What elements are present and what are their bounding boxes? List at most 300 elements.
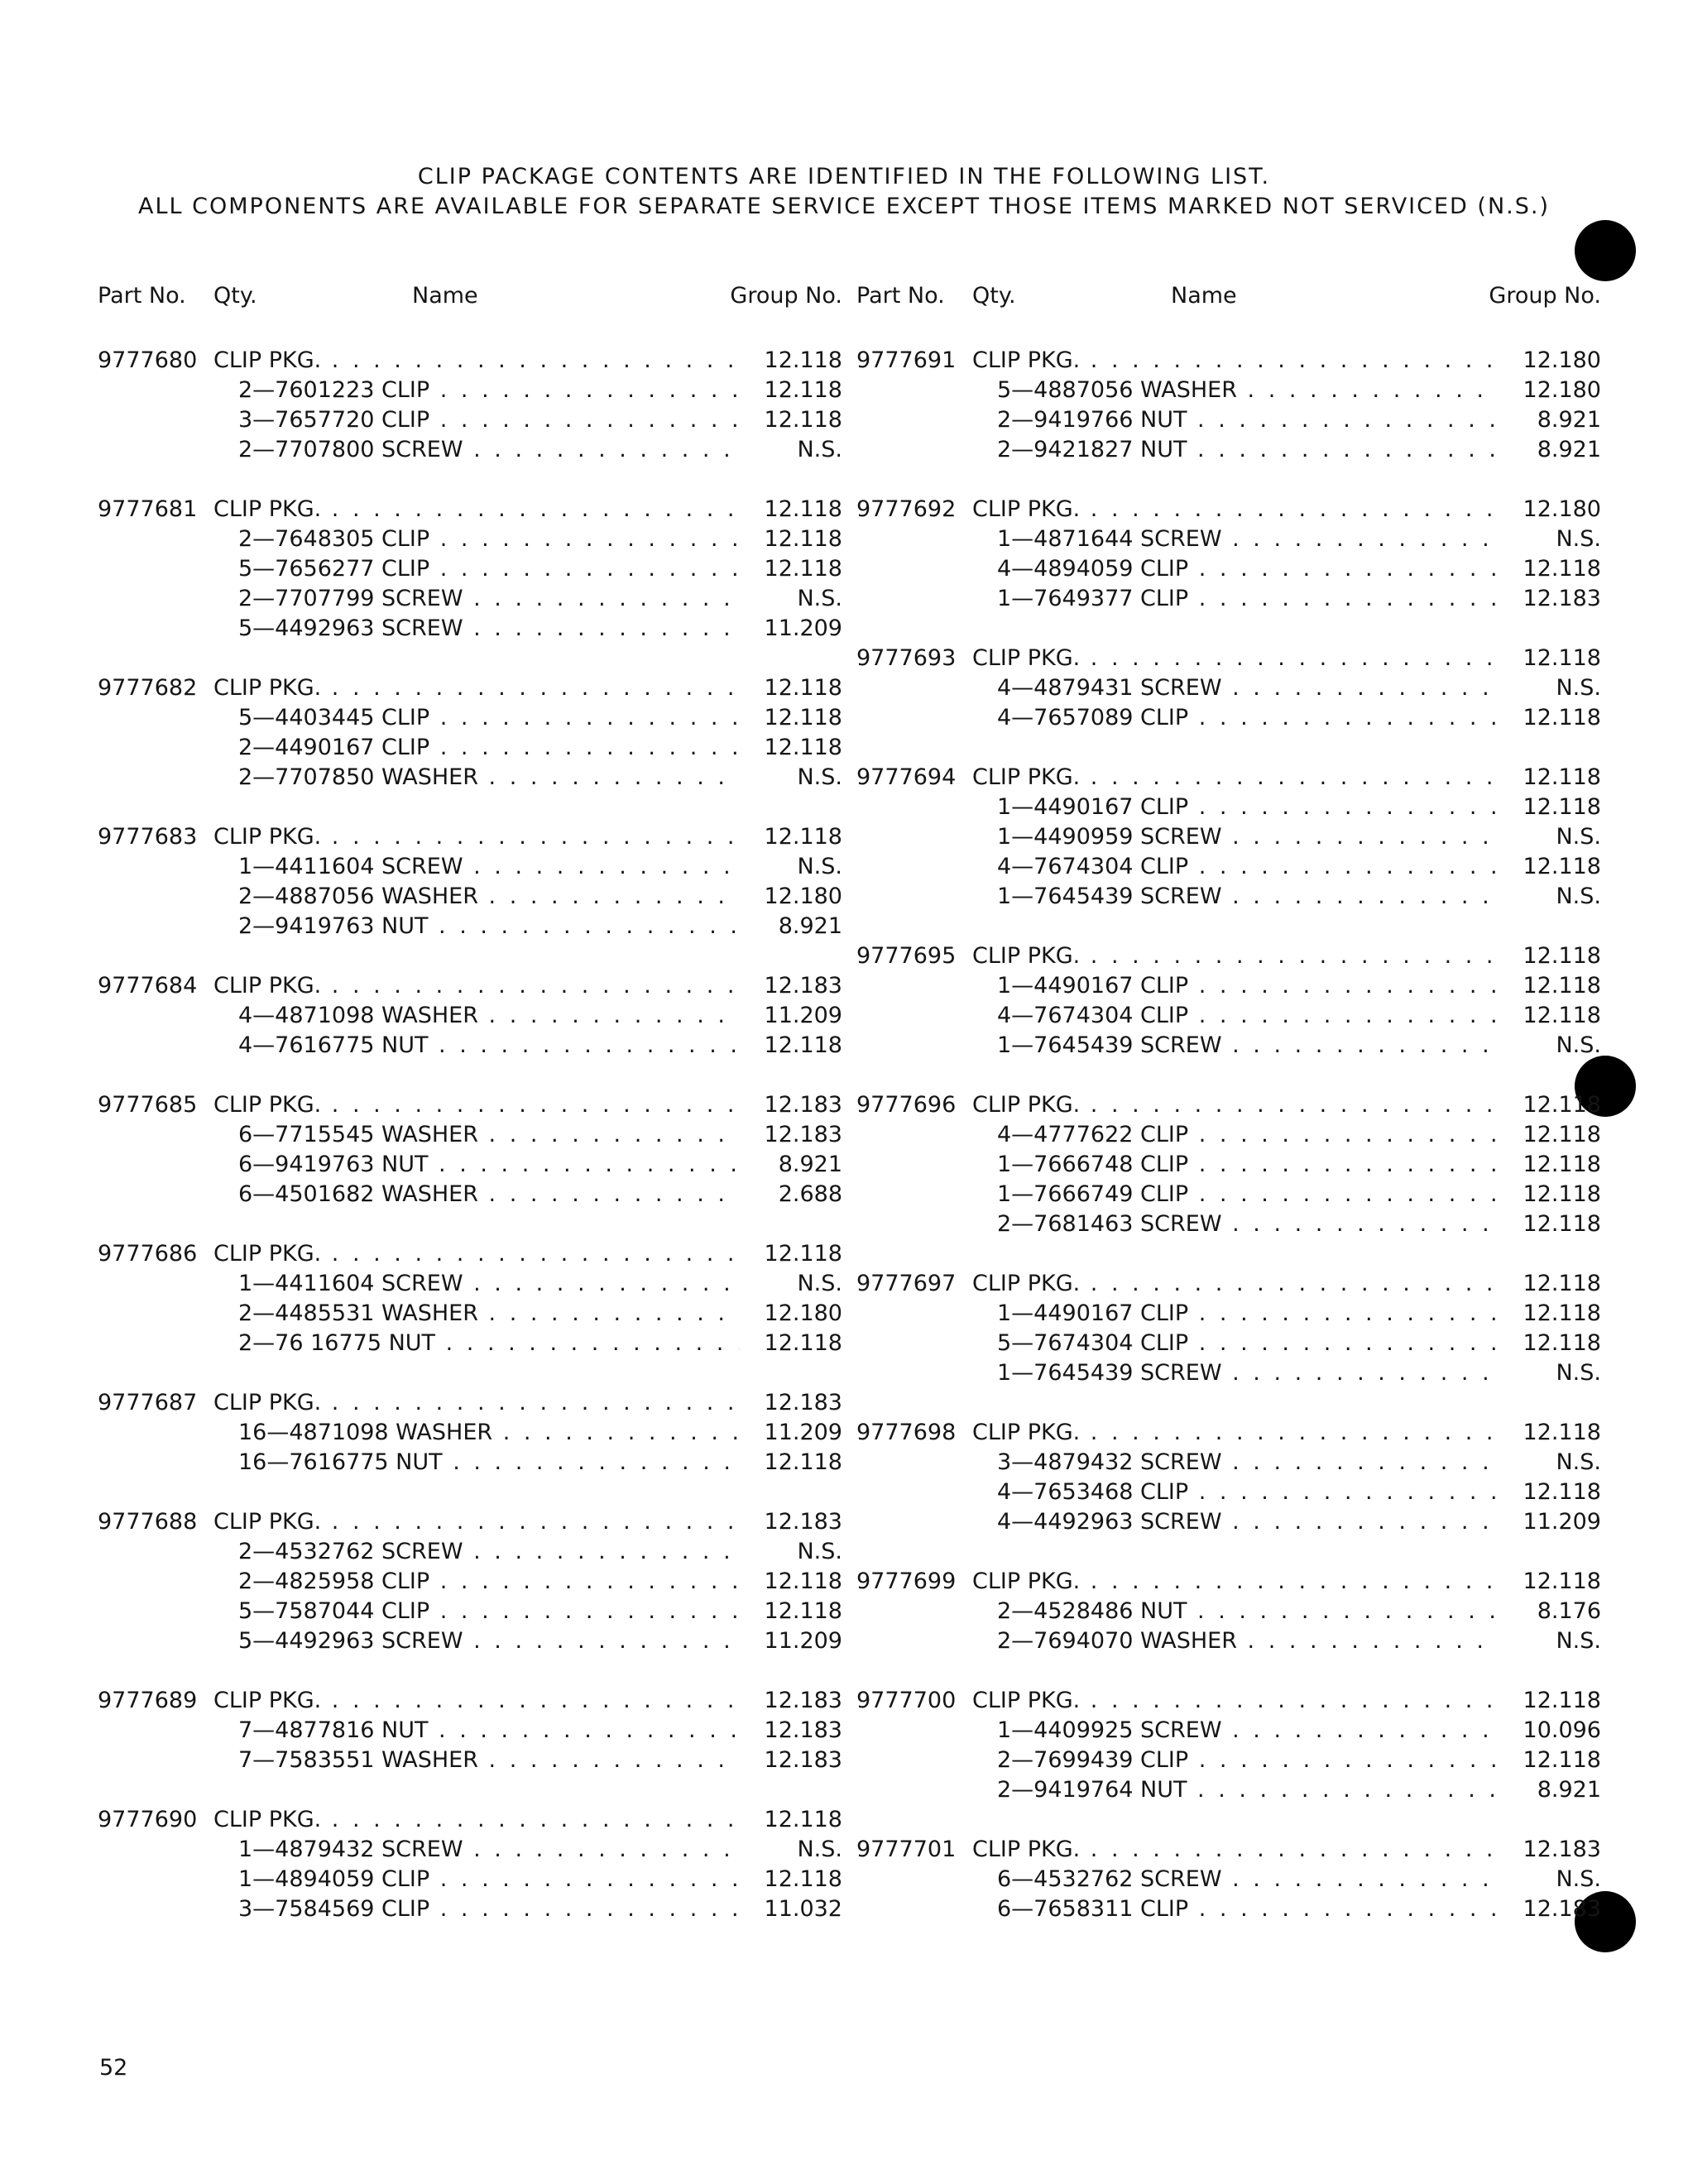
group-number: 12.183 (1523, 586, 1601, 611)
column-headers-left (98, 281, 842, 311)
component-row (856, 1001, 1601, 1031)
package-name: CLIP PKG. . . . (213, 673, 740, 703)
package-name: CLIP PKG. . . . (972, 1686, 1499, 1716)
component-description: 5—7587044 CLIP . . . (238, 1597, 740, 1626)
group-number: 8.921 (1537, 1777, 1601, 1803)
component-row (98, 584, 842, 614)
group-number: 12.118 (1523, 1181, 1601, 1207)
group-number: 12.118 (764, 824, 842, 850)
component-row (98, 1537, 842, 1567)
group-number: 11.032 (764, 1896, 842, 1922)
component-description: 1—4879432 SCREW . . . (238, 1835, 740, 1865)
component-description: 7—4877816 NUT . . . (238, 1716, 740, 1746)
group-number: 2.688 (778, 1181, 842, 1207)
heading-line-2: ALL COMPONENTS ARE AVAILABLE FOR SEPARATE SERVICE EXCEPT THOSE ITEMS MARKED NOT SERVICED (N.S.) (138, 194, 1550, 219)
clip-package-group (98, 1805, 842, 1924)
part-number: 9777686 (98, 1241, 198, 1267)
clip-package-group (856, 644, 1601, 733)
group-number: 12.118 (1523, 1122, 1601, 1147)
binder-hole-top (1575, 220, 1636, 281)
group-number: 12.118 (764, 735, 842, 760)
component-description: 4—4492963 SCREW . . . (997, 1507, 1499, 1537)
part-number: 9777689 (98, 1688, 198, 1713)
clip-package-group (856, 1686, 1601, 1805)
package-name: CLIP PKG. . . . (213, 971, 740, 1001)
part-number: 9777682 (98, 675, 198, 701)
component-description: 2—7707850 WASHER . . . (238, 763, 740, 793)
group-number: 12.118 (1523, 1211, 1601, 1237)
group-number: 12.183 (764, 1122, 842, 1147)
component-row (98, 852, 842, 882)
clip-package-group (856, 495, 1601, 614)
group-number: 12.118 (1523, 1330, 1601, 1356)
group-number: 12.180 (1523, 347, 1601, 373)
component-row (98, 1894, 842, 1924)
group-number: N.S. (797, 1539, 842, 1564)
component-row (856, 882, 1601, 912)
group-number: 12.118 (1523, 943, 1601, 969)
group-number: 12.183 (1523, 1896, 1601, 1922)
component-description: 1—7645439 SCREW . . . (997, 1358, 1499, 1388)
group-number: 12.118 (764, 1241, 842, 1267)
group-number: 8.176 (1537, 1598, 1601, 1624)
part-number: 9777680 (98, 347, 198, 373)
component-description: 1—4411604 SCREW . . . (238, 852, 740, 882)
component-description: 6—4501682 WASHER . . . (238, 1180, 740, 1209)
component-description: 2—7648305 CLIP . . . (238, 524, 740, 554)
component-description: 1—7666748 CLIP . . . (997, 1150, 1499, 1180)
group-number: 12.183 (764, 1092, 842, 1118)
group-number: 12.118 (764, 1598, 842, 1624)
group-number: 12.118 (764, 1807, 842, 1832)
header-part-no: Part No. (856, 283, 945, 309)
clip-package-group (98, 1090, 842, 1209)
package-row (98, 822, 842, 852)
component-description: 16—7616775 NUT . . . (238, 1448, 740, 1478)
group-number: 12.118 (1523, 973, 1601, 999)
group-number: 12.118 (764, 496, 842, 522)
component-description: 1—4490959 SCREW . . . (997, 822, 1499, 852)
clip-package-group (98, 673, 842, 793)
clip-package-group (98, 971, 842, 1061)
group-number: N.S. (1556, 884, 1601, 909)
component-description: 7—7583551 WASHER . . . (238, 1746, 740, 1775)
group-number: 12.118 (1523, 1747, 1601, 1773)
component-row (98, 1120, 842, 1150)
component-row (856, 435, 1601, 465)
component-row (98, 1418, 842, 1448)
group-number: 12.180 (764, 1300, 842, 1326)
group-number: 12.118 (764, 407, 842, 433)
component-description: 5—4403445 CLIP . . . (238, 703, 740, 733)
component-row (98, 882, 842, 912)
package-name: CLIP PKG. . . . (972, 1567, 1499, 1597)
component-row (856, 1150, 1601, 1180)
part-number: 9777698 (856, 1420, 957, 1445)
component-description: 1—4411604 SCREW . . . (238, 1269, 740, 1299)
component-row (98, 1180, 842, 1209)
part-number: 9777693 (856, 645, 957, 671)
component-description: 1—4490167 CLIP . . . (997, 793, 1499, 822)
component-row (856, 1507, 1601, 1537)
component-row (856, 1358, 1601, 1388)
group-number: 12.183 (764, 1717, 842, 1743)
clip-package-group (856, 1269, 1601, 1388)
component-description: 2—4887056 WASHER . . . (238, 882, 740, 912)
component-description: 6—7658311 CLIP . . . (997, 1894, 1499, 1924)
component-row (856, 793, 1601, 822)
package-row (856, 763, 1601, 793)
component-row (856, 1448, 1601, 1478)
group-number: N.S. (797, 854, 842, 879)
component-row (856, 1180, 1601, 1209)
group-number: N.S. (797, 437, 842, 462)
component-description: 2—7601223 CLIP . . . (238, 376, 740, 405)
component-description: 1—4490167 CLIP . . . (997, 971, 1499, 1001)
group-number: 11.209 (764, 615, 842, 641)
package-row (98, 1388, 842, 1418)
group-number: 12.118 (764, 1866, 842, 1892)
component-row (98, 554, 842, 584)
component-description: 6—9419763 NUT . . . (238, 1150, 740, 1180)
component-description: 2—7707799 SCREW . . . (238, 584, 740, 614)
component-description: 1—7666749 CLIP . . . (997, 1180, 1499, 1209)
component-row (98, 435, 842, 465)
package-name: CLIP PKG. . . . (972, 1269, 1499, 1299)
package-name: CLIP PKG. . . . (972, 1835, 1499, 1865)
part-number: 9777692 (856, 496, 957, 522)
package-name: CLIP PKG. . . . (972, 346, 1499, 376)
package-row (856, 1567, 1601, 1597)
package-row (856, 1090, 1601, 1120)
component-description: 1—4871644 SCREW . . . (997, 524, 1499, 554)
group-number: 12.118 (1523, 1688, 1601, 1713)
header-group-no: Group No. (730, 283, 842, 309)
group-number: N.S. (1556, 1628, 1601, 1654)
heading-line-1: CLIP PACKAGE CONTENTS ARE IDENTIFIED IN THE FOLLOWING LIST. (417, 164, 1271, 189)
package-name: CLIP PKG. . . . (213, 1090, 740, 1120)
group-number: 12.118 (1523, 794, 1601, 820)
package-name: CLIP PKG. . . . (213, 1239, 740, 1269)
component-description: 4—4894059 CLIP . . . (997, 554, 1499, 584)
component-description: 4—7616775 NUT . . . (238, 1031, 740, 1061)
clip-package-group (856, 346, 1601, 465)
package-name: CLIP PKG. . . . (972, 644, 1499, 673)
component-row (98, 1865, 842, 1894)
part-number: 9777691 (856, 347, 957, 373)
component-description: 2—4485531 WASHER . . . (238, 1299, 740, 1329)
group-number: N.S. (1556, 1866, 1601, 1892)
header-part-no: Part No. (98, 283, 186, 309)
part-number: 9777687 (98, 1390, 198, 1415)
component-row (856, 822, 1601, 852)
component-description: 2—4532762 SCREW . . . (238, 1537, 740, 1567)
component-row (856, 1478, 1601, 1507)
component-description: 4—4777622 CLIP . . . (997, 1120, 1499, 1150)
component-row (856, 376, 1601, 405)
group-number: 12.118 (1523, 1420, 1601, 1445)
group-number: 12.180 (764, 884, 842, 909)
component-row (856, 1597, 1601, 1626)
component-description: 1—4894059 CLIP . . . (238, 1865, 740, 1894)
component-description: 3—7584569 CLIP . . . (238, 1894, 740, 1924)
component-row (98, 733, 842, 763)
component-row (98, 1835, 842, 1865)
component-description: 2—9419763 NUT . . . (238, 912, 740, 941)
component-row (98, 703, 842, 733)
group-number: 12.118 (1523, 1092, 1601, 1118)
group-number: 12.118 (764, 1330, 842, 1356)
component-description: 1—4409925 SCREW . . . (997, 1716, 1499, 1746)
component-description: 1—7649377 CLIP . . . (997, 584, 1499, 614)
clip-package-group (98, 495, 842, 644)
component-row (856, 1775, 1601, 1805)
group-number: 12.118 (1523, 645, 1601, 671)
component-row (98, 763, 842, 793)
group-number: 12.118 (1523, 556, 1601, 582)
component-row (98, 1031, 842, 1061)
clip-package-group (98, 1239, 842, 1358)
component-row (856, 852, 1601, 882)
group-number: 12.118 (764, 675, 842, 701)
component-description: 1—7645439 SCREW . . . (997, 1031, 1499, 1061)
clip-package-group (856, 1835, 1601, 1924)
component-description: 2—7681463 SCREW . . . (997, 1209, 1499, 1239)
component-row (98, 405, 842, 435)
group-number: N.S. (797, 1271, 842, 1296)
group-number: N.S. (1556, 824, 1601, 850)
group-number: N.S. (1556, 1032, 1601, 1058)
group-number: 12.183 (1523, 1837, 1601, 1862)
group-number: 12.180 (1523, 496, 1601, 522)
package-name: CLIP PKG. . . . (213, 346, 740, 376)
component-row (98, 912, 842, 941)
package-name: CLIP PKG. . . . (972, 495, 1499, 524)
component-row (856, 1626, 1601, 1656)
component-row (98, 376, 842, 405)
component-row (856, 1299, 1601, 1329)
package-name: CLIP PKG. . . . (213, 1805, 740, 1835)
clip-package-group (98, 1686, 842, 1775)
header-qty: Qty. (972, 283, 1016, 309)
component-row (98, 1448, 842, 1478)
component-description: 6—7715545 WASHER . . . (238, 1120, 740, 1150)
package-row (98, 1686, 842, 1716)
group-number: N.S. (797, 1837, 842, 1862)
column-headers-right (856, 281, 1601, 311)
package-name: CLIP PKG. . . . (972, 763, 1499, 793)
clip-package-group (856, 763, 1601, 912)
component-row (98, 1150, 842, 1180)
group-number: N.S. (797, 586, 842, 611)
component-description: 2—76 16775 NUT . . . (238, 1329, 740, 1358)
clip-package-group (856, 1418, 1601, 1537)
component-description: 2—7707800 SCREW . . . (238, 435, 740, 465)
component-description: 2—7699439 CLIP . . . (997, 1746, 1499, 1775)
component-description: 2—4825958 CLIP . . . (238, 1567, 740, 1597)
part-number: 9777695 (856, 943, 957, 969)
group-number: 12.183 (764, 973, 842, 999)
group-number: 12.118 (764, 1032, 842, 1058)
component-row (98, 524, 842, 554)
component-row (856, 1209, 1601, 1239)
part-number: 9777699 (856, 1569, 957, 1594)
component-row (98, 1716, 842, 1746)
component-row (98, 1329, 842, 1358)
package-row (856, 1269, 1601, 1299)
group-number: 10.096 (1523, 1717, 1601, 1743)
component-row (856, 1746, 1601, 1775)
group-number: N.S. (1556, 675, 1601, 701)
package-row (98, 346, 842, 376)
component-description: 5—7656277 CLIP . . . (238, 554, 740, 584)
component-description: 2—4490167 CLIP . . . (238, 733, 740, 763)
group-number: N.S. (1556, 1449, 1601, 1475)
clip-package-group (98, 822, 842, 941)
component-row (856, 405, 1601, 435)
header-name: Name (1171, 283, 1237, 309)
header-group-no: Group No. (1489, 283, 1601, 309)
component-row (856, 1865, 1601, 1894)
part-number: 9777685 (98, 1092, 198, 1118)
component-description: 4—4879431 SCREW . . . (997, 673, 1499, 703)
component-row (98, 1299, 842, 1329)
group-number: 12.183 (764, 1747, 842, 1773)
package-name: CLIP PKG. . . . (972, 1090, 1499, 1120)
component-description: 4—7674304 CLIP . . . (997, 1001, 1499, 1031)
group-number: N.S. (1556, 526, 1601, 552)
group-number: 12.118 (764, 347, 842, 373)
component-description: 5—4492963 SCREW . . . (238, 1626, 740, 1656)
part-number: 9777700 (856, 1688, 957, 1713)
group-number: 12.183 (764, 1688, 842, 1713)
package-row (856, 941, 1601, 971)
part-number: 9777697 (856, 1271, 957, 1296)
part-number: 9777688 (98, 1509, 198, 1535)
package-name: CLIP PKG. . . . (213, 495, 740, 524)
group-number: 12.118 (1523, 1569, 1601, 1594)
header-name: Name (412, 283, 478, 309)
package-row (98, 495, 842, 524)
group-number: 12.118 (764, 526, 842, 552)
component-row (98, 1567, 842, 1597)
clip-package-group (856, 941, 1601, 1061)
package-row (98, 1090, 842, 1120)
package-name: CLIP PKG. . . . (213, 1507, 740, 1537)
package-name: CLIP PKG. . . . (972, 1418, 1499, 1448)
part-number: 9777694 (856, 764, 957, 790)
clip-package-group (856, 1567, 1601, 1656)
component-description: 5—4887056 WASHER . . . (997, 376, 1499, 405)
component-description: 1—4490167 CLIP . . . (997, 1299, 1499, 1329)
group-number: 11.209 (764, 1003, 842, 1028)
package-row (856, 346, 1601, 376)
package-name: CLIP PKG. . . . (213, 1388, 740, 1418)
group-number: N.S. (1556, 1360, 1601, 1386)
component-description: 16—4871098 WASHER . . . (238, 1418, 740, 1448)
package-row (98, 673, 842, 703)
package-name: CLIP PKG. . . . (213, 822, 740, 852)
group-number: 12.118 (1523, 1300, 1601, 1326)
component-description: 2—4528486 NUT . . . (997, 1597, 1499, 1626)
component-description: 6—4532762 SCREW . . . (997, 1865, 1499, 1894)
group-number: 12.118 (1523, 1271, 1601, 1296)
parts-column-right (856, 281, 1601, 1954)
header-qty: Qty. (213, 283, 257, 309)
component-description: 5—7674304 CLIP . . . (997, 1329, 1499, 1358)
component-row (856, 703, 1601, 733)
part-number: 9777701 (856, 1837, 957, 1862)
component-description: 4—7674304 CLIP . . . (997, 852, 1499, 882)
group-number: 12.183 (764, 1509, 842, 1535)
component-description: 3—4879432 SCREW . . . (997, 1448, 1499, 1478)
group-number: 12.183 (764, 1390, 842, 1415)
component-row (856, 1120, 1601, 1150)
group-number: 12.118 (764, 705, 842, 730)
group-number: 12.118 (1523, 854, 1601, 879)
group-number: 8.921 (1537, 437, 1601, 462)
group-number: N.S. (797, 764, 842, 790)
package-row (856, 1418, 1601, 1448)
part-number: 9777696 (856, 1092, 957, 1118)
component-description: 2—7694070 WASHER . . . (997, 1626, 1499, 1656)
component-row (856, 1329, 1601, 1358)
component-row (856, 554, 1601, 584)
component-row (98, 1597, 842, 1626)
component-row (856, 524, 1601, 554)
package-row (856, 495, 1601, 524)
component-row (98, 1626, 842, 1656)
clip-package-group (98, 346, 842, 465)
component-description: 4—7657089 CLIP . . . (997, 703, 1499, 733)
group-number: 12.118 (1523, 1479, 1601, 1505)
package-row (98, 1805, 842, 1835)
component-description: 4—4871098 WASHER . . . (238, 1001, 740, 1031)
component-description: 2—9419764 NUT . . . (997, 1775, 1499, 1805)
component-description: 2—9419766 NUT . . . (997, 405, 1499, 435)
group-number: 8.921 (778, 1152, 842, 1177)
component-description: 4—7653468 CLIP . . . (997, 1478, 1499, 1507)
package-row (856, 1835, 1601, 1865)
component-description: 2—9421827 NUT . . . (997, 435, 1499, 465)
component-row (98, 1001, 842, 1031)
component-row (856, 584, 1601, 614)
package-row (856, 644, 1601, 673)
part-number: 9777690 (98, 1807, 198, 1832)
clip-package-group (856, 1090, 1601, 1239)
group-number: 11.209 (1523, 1509, 1601, 1535)
group-number: 12.118 (764, 1449, 842, 1475)
page-number: 52 (99, 2055, 128, 2081)
package-row (98, 1507, 842, 1537)
group-number: 8.921 (778, 913, 842, 939)
package-name: CLIP PKG. . . . (972, 941, 1499, 971)
group-number: 12.118 (1523, 1003, 1601, 1028)
group-number: 12.118 (1523, 1152, 1601, 1177)
package-row (98, 971, 842, 1001)
component-row (98, 1269, 842, 1299)
group-number: 8.921 (1537, 407, 1601, 433)
group-number: 11.209 (764, 1628, 842, 1654)
package-list-left (98, 346, 842, 1924)
package-row (856, 1686, 1601, 1716)
clip-package-group (98, 1507, 842, 1656)
group-number: 12.118 (1523, 764, 1601, 790)
component-description: 5—4492963 SCREW . . . (238, 614, 740, 644)
package-row (98, 1239, 842, 1269)
group-number: 12.118 (1523, 705, 1601, 730)
package-list-right (856, 346, 1601, 1924)
